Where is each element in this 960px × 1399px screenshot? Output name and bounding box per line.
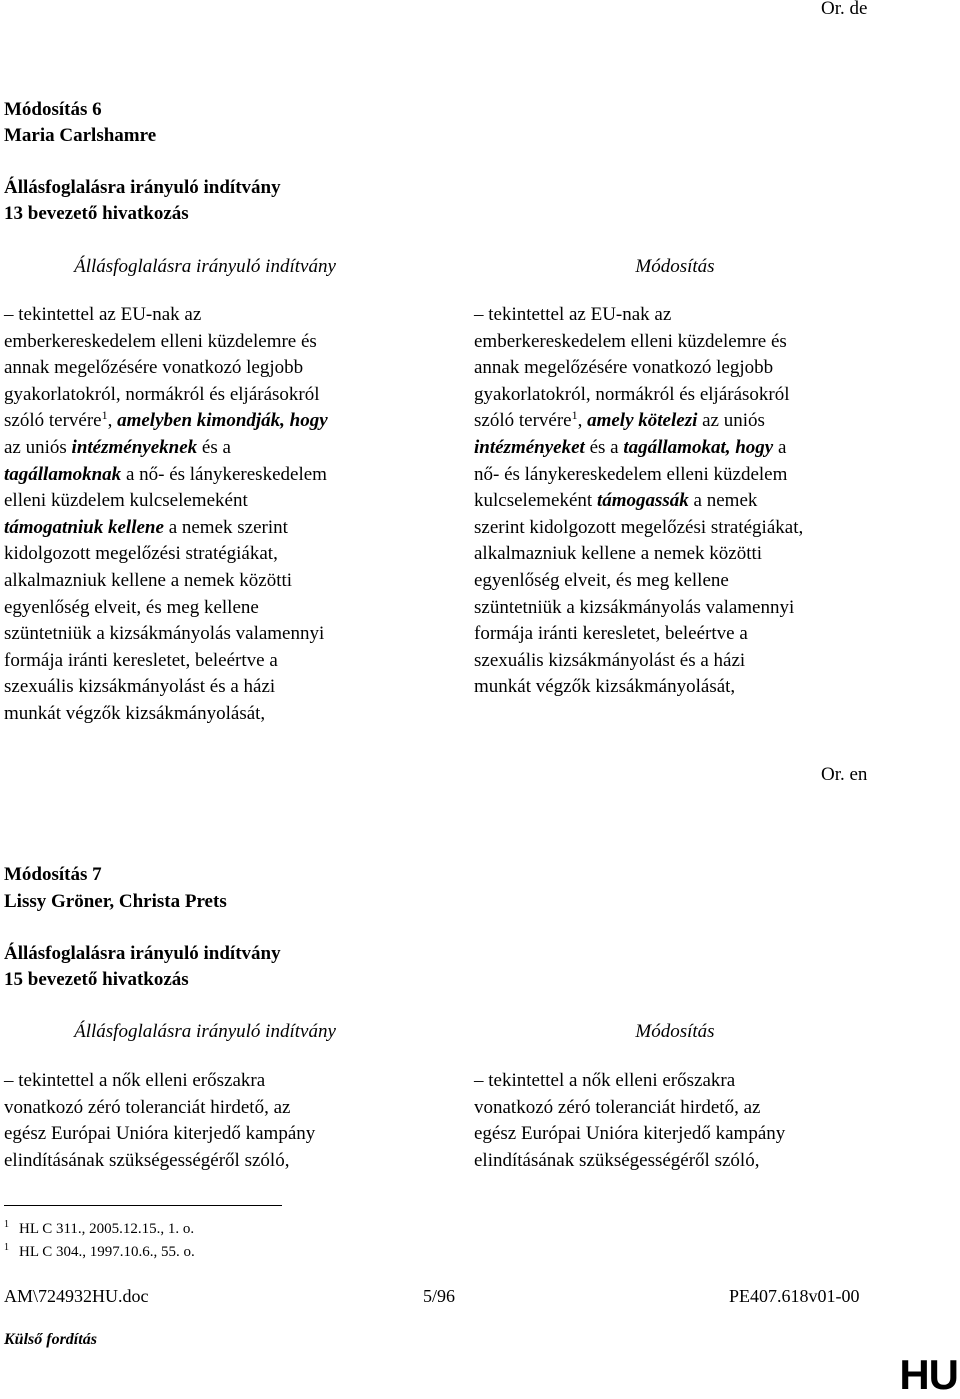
- amendment-6-amended-text: [474, 302, 924, 701]
- amendment-6-author: Maria Carlshamre: [4, 125, 157, 146]
- language-mark: HU: [899, 1351, 958, 1398]
- footnote-ref: 1: [571, 408, 578, 423]
- text-line: egyenlőség elveit, és meg kellene: [4, 596, 259, 618]
- text-line: – tekintettel a nők elleni erőszakra: [4, 1070, 266, 1091]
- amendment-6-original-language: Or. en: [821, 764, 868, 785]
- text-line: nő- és lánykereskedelem elleni küzdelem: [474, 463, 788, 485]
- text-line: – tekintettel az EU-nak az: [474, 304, 672, 325]
- text-line: elindításának szükségességéről szóló,: [4, 1149, 290, 1171]
- footnote-1: $^1$ HL C 311., 2005.12.15., 1. o.: [4, 1219, 195, 1237]
- text-line: – tekintettel az EU-nak az: [4, 304, 202, 325]
- amendment-7-author: Lissy Gröner, Christa Prets: [4, 891, 227, 912]
- text-line: szexuális kizsákmányolást és a házi: [4, 676, 276, 698]
- text-line: gyakorlatokról, normákról és eljárásokról: [474, 383, 790, 405]
- text-line: annak megelőzésére vonatkozó legjobb: [474, 357, 774, 379]
- text-line: egész Európai Unióra kiterjedő kampány: [4, 1123, 316, 1145]
- text-line: formája iránti keresletet, beleértve a: [4, 649, 278, 671]
- text-line: elindításának szükségességéről szóló,: [474, 1149, 760, 1171]
- text-line: emberkereskedelem elleni küzdelemre és: [4, 330, 317, 352]
- text-line: gyakorlatokról, normákról és eljárásokról: [4, 383, 320, 405]
- amendment-7-right-column-title: Módosítás: [635, 1021, 715, 1042]
- text-line: az uniós intézményeknek és a: [4, 436, 231, 458]
- amendment-6-original-text: [4, 302, 454, 728]
- amendment-7-recital: 15 bevezető hivatkozás: [4, 969, 189, 990]
- text-line: annak megelőzésére vonatkozó legjobb: [4, 357, 304, 379]
- footer-translation-note: Külső fordítás: [4, 1331, 97, 1348]
- text-line: elleni küzdelem kulcselemeként: [4, 490, 248, 512]
- text-line: vonatkozó zéró toleranciát hirdető, az: [474, 1096, 761, 1118]
- text-line: szóló tervére$^1$, amelyben kimondják, hogy: [4, 408, 328, 432]
- text-line: szüntetniük a kizsákmányolás valamennyi: [4, 623, 325, 645]
- text-line: szexuális kizsákmányolást és a házi: [474, 649, 746, 671]
- amendment-6-doc-type: Állásfoglalásra irányuló indítvány: [4, 177, 281, 198]
- text-line: kulcselemeként támogassák a nemek: [474, 490, 758, 512]
- footnote-ref: 1: [101, 408, 108, 423]
- text-line: alkalmazniuk kellene a nemek közötti: [4, 569, 293, 591]
- amendment-7-left-column-title: Állásfoglalásra irányuló indítvány: [74, 1021, 336, 1042]
- text-line: vonatkozó zéró toleranciát hirdető, az: [4, 1096, 291, 1118]
- amendment-7-number: Módosítás 7: [4, 864, 102, 885]
- amendment-7-original-text: [4, 1068, 454, 1174]
- footnote-separator: [4, 1205, 282, 1206]
- text-line: szerint kidolgozott megelőzési stratégiákat,: [474, 516, 804, 538]
- text-line: alkalmazniuk kellene a nemek közötti: [474, 543, 763, 565]
- text-line: szüntetniük a kizsákmányolás valamennyi: [474, 596, 795, 618]
- text-line: szóló tervére$^1$, amely kötelezi az uniós: [474, 408, 765, 432]
- text-line: munkát végzők kizsákmányolását,: [4, 702, 266, 724]
- amendment-7-amended-text: [474, 1068, 924, 1174]
- text-line: egyenlőség elveit, és meg kellene: [474, 569, 729, 591]
- amendment-7-doc-type: Állásfoglalásra irányuló indítvány: [4, 943, 281, 964]
- text-line: formája iránti keresletet, beleértve a: [474, 623, 748, 645]
- footnote-2: $^1$ HL C 304., 1997.10.6., 55. o.: [4, 1242, 195, 1260]
- text-line: – tekintettel a nők elleni erőszakra: [474, 1070, 736, 1091]
- text-line: egész Európai Unióra kiterjedő kampány: [474, 1123, 786, 1145]
- text-line: kidolgozott megelőzési stratégiákat,: [4, 543, 278, 565]
- footer-page-number: 5/96: [423, 1286, 456, 1306]
- original-language-top: Or. de: [821, 0, 868, 19]
- amendment-6-left-column-title: Állásfoglalásra irányuló indítvány: [74, 256, 336, 277]
- footer-doc-ref: AM\724932HU.doc: [4, 1286, 149, 1306]
- text-line: intézményeket és a tagállamokat, hogy a: [474, 436, 787, 458]
- text-line: emberkereskedelem elleni küzdelemre és: [474, 330, 787, 352]
- footer-pe-ref: PE407.618v01-00: [729, 1286, 860, 1306]
- text-line: támogatniuk kellene a nemek szerint: [4, 516, 288, 538]
- amendment-6-recital: 13 bevezető hivatkozás: [4, 203, 189, 224]
- text-line: munkát végzők kizsákmányolását,: [474, 676, 736, 698]
- text-line: tagállamoknak a nő- és lánykereskedelem: [4, 463, 327, 485]
- amendment-6-number: Módosítás 6: [4, 99, 102, 120]
- amendment-6-right-column-title: Módosítás: [635, 256, 715, 277]
